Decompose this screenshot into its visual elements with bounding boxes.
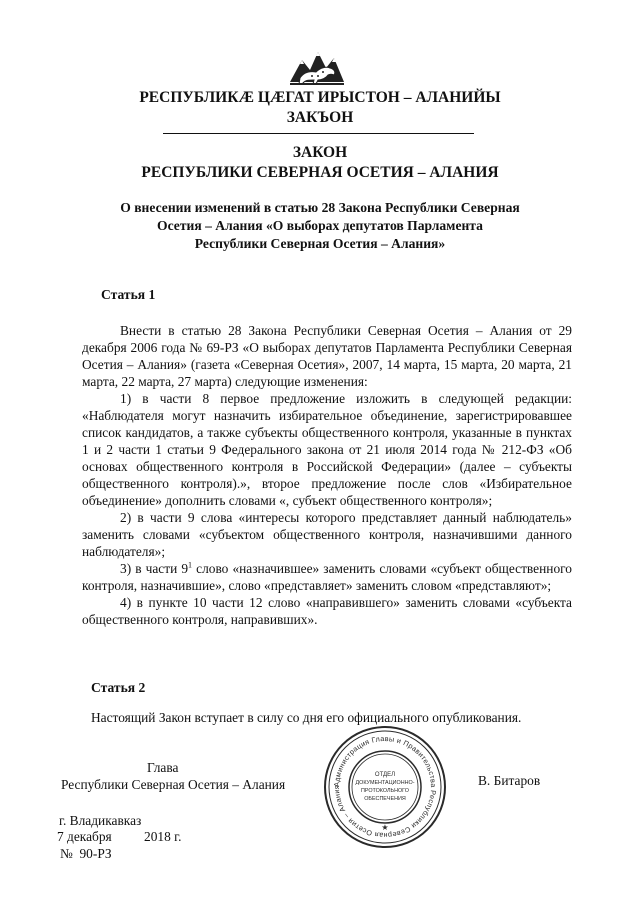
svg-text:ДОКУМЕНТАЦИОННО-: ДОКУМЕНТАЦИОННО- [355, 780, 415, 786]
item-3-prefix: 3) в части 9 [120, 561, 189, 576]
item-3-suffix: слово «назначившее» заменить словами «субъект общественного контроля, назначившие», слово «представляет» заменить словом «представляют»; [82, 561, 572, 593]
date-year: 2018 г. [144, 829, 182, 844]
signatory-position-line1: Глава [147, 760, 179, 775]
city: г. Владикавказ [59, 813, 142, 828]
article-1-item-1: 1) в части 8 первое предложение изложить в следующей редакции: «Наблюдателя могут назначить избирательное объединение, зарегистрировавшее список кандидатов, а также субъекты общественного контроля, указанные в пунктах 1 и 2 части 1 статьи 9 Федерального закона от 21 июля 2014 года № 212-ФЗ «Об основах общественного контроля в Российской Федерации» (далее – субъекты общественного контроля).», второе предложение после слов «Избирательное объединение» дополнить словами «, субъект общественного контроля»; [82, 391, 572, 508]
date-day: 7 декабря [57, 829, 112, 844]
divider-line [163, 133, 474, 134]
official-round-stamp-icon [322, 724, 448, 850]
article-2-text: Настоящий Закон вступает в силу со дня его официального опубликования. [91, 710, 522, 725]
ossetian-republic-title: РЕСПУБЛИКÆ ЦÆГАТ ИРЫСТОН – АЛАНИЙЫ [139, 89, 501, 106]
stamp-outer-text: Администрация Главы и Правительства Республики Северная Осетия – Алания [331, 733, 439, 841]
article-1-body [82, 322, 572, 628]
item-3-superscript: 1 [188, 560, 193, 570]
article-1-intro: Внести в статью 28 Закона Республики Северная Осетия – Алания от 29 декабря 2006 года № 69-РЗ «О выборах депутатов Парламента Республики Северная Осетия – Алания» (газета «Северная Осетия», 2007, 14 марта, 15 марта, 20 марта, 21 марта, 22 марта, 27 марта) следующие изменения: [82, 323, 572, 389]
article-2-heading: Статья 2 [91, 680, 146, 695]
article-1-item-3 [82, 560, 572, 594]
article-1-item-2: 2) в части 9 слова «интересы которого представляет данный наблюдатель» заменить словами «субъектом общественного контроля, назначившими данного наблюдателя»; [82, 510, 572, 559]
law-title-line: Республики Северная Осетия – Алания» [194, 236, 446, 251]
svg-text:ПРОТОКОЛЬНОГО: ПРОТОКОЛЬНОГО [361, 788, 409, 794]
russian-law-title: ЗАКОН [292, 144, 348, 161]
law-title-line: О внесении изменений в статью 28 Закона Республики Северная [120, 200, 520, 215]
svg-text:★: ★ [381, 823, 389, 832]
coat-of-arms-leopard-icon [288, 38, 346, 88]
law-number: № 90-РЗ [60, 846, 112, 861]
svg-text:ОБЕСПЕЧЕНИЯ: ОБЕСПЕЧЕНИЯ [364, 796, 406, 802]
russian-republic-title: РЕСПУБЛИКИ СЕВЕРНАЯ ОСЕТИЯ – АЛАНИЯ [141, 164, 499, 181]
svg-text:ОТДЕЛ: ОТДЕЛ [374, 772, 396, 778]
law-title-line: Осетия – Алания «О выборах депутатов Парламента [157, 218, 483, 233]
ossetian-law-title: ЗАКЪОН [286, 109, 354, 126]
signatory-name: В. Битаров [478, 773, 541, 788]
signatory-position-line2: Республики Северная Осетия – Алания [61, 777, 286, 792]
article-1-heading: Статья 1 [101, 287, 156, 302]
article-1-item-4: 4) в пункте 10 части 12 слово «направившего» заменить словами «субъекта общественного контроля, направивших». [82, 595, 572, 627]
